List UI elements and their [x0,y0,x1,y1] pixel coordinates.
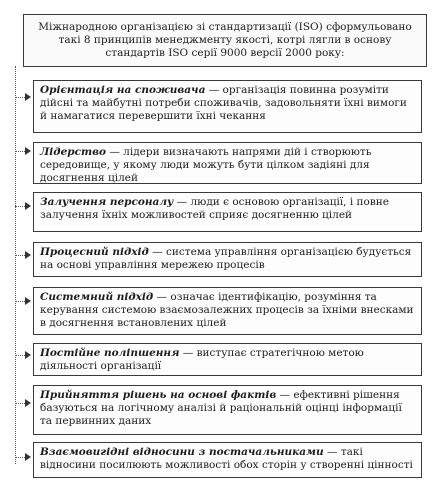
principle-box-8 [33,442,422,478]
principle-box-2 [33,142,422,184]
arrowhead [25,93,31,101]
principle-title: Взаємовигідні відносини з постачальниками [40,446,324,458]
principle-description: — ефективні рішення базуються на логічному аналізі й раціональній оцінці інформації та первинних даних [40,389,402,428]
header-box [23,14,427,67]
principle-title: Постійне поліпшення [40,347,180,359]
principle-description: — такі відносини посилюють можливості обох сторін у створенні цінності [40,446,413,472]
connector-spine [15,66,16,464]
principle-description: — організація повинна розуміти дійсні та майбутні потреби споживачів, задовольняти їхні вимоги й намагатися перевершити їхні чекання [40,84,407,123]
principle-box-7 [33,385,422,435]
principle-title: Орієнтація на споживача [40,84,206,96]
principle-box-5 [33,287,422,335]
principle-box-3 [33,192,422,232]
arrowhead [25,399,31,407]
arrowhead [25,297,31,305]
principle-box-6 [33,343,422,376]
principle-title: Залучення персоналу [40,196,174,208]
arrowhead [25,251,31,259]
principle-box-4 [33,242,422,277]
arrowhead [25,351,31,359]
principle-description: — виступає стратегічною метою діяльності організації [40,347,364,373]
principle-description: — люди є основою організації, і повне залучення їхніх можливостей сприяє досягненню цілей [40,196,389,222]
principle-title: Системний підхід [40,291,154,303]
principle-box-1 [33,80,422,133]
arrowhead [25,453,31,461]
header-text: Міжнародною організацією зі стандартизації (ISO) сформульовано такі 8 принципів менеджменту якості, котрі лягли в основу стандартів ISO серії 9000 версії 2000 року: [38,20,412,60]
arrowhead [25,147,31,155]
principle-title: Прийняття рішень на основі фактів [40,389,277,401]
arrowhead [25,202,31,210]
principle-title: Лідерство [40,146,106,158]
principle-description: — означає ідентифікацію, розуміння та керування системою взаємозалежних процесів за їхніми внесками в досягнення встановлених цілей [40,291,414,330]
principle-title: Процесний підхід [40,246,149,258]
principle-description: — лідери визначають напрями дій і створюють середовище, у якому люди можуть бути цілком задіяні для досягнення цілей [40,146,372,185]
principle-description: — система управління організацією будується на основі управління мережею процесів [40,246,412,272]
